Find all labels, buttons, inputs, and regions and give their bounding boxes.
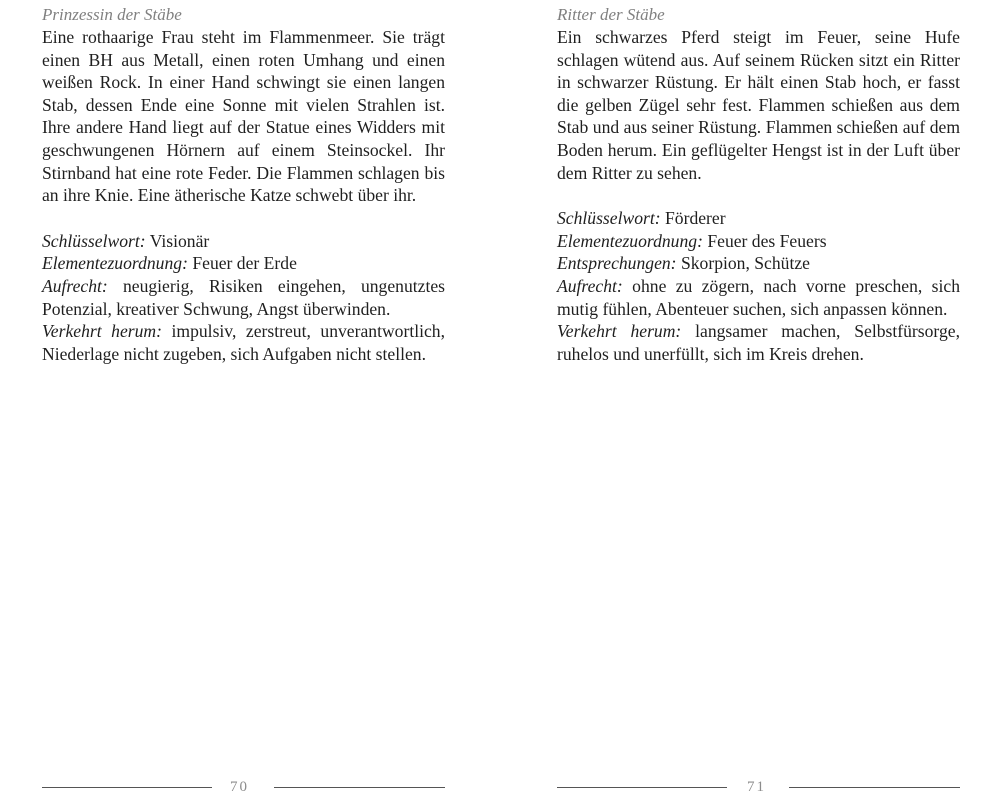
keyword-entry — [42, 230, 445, 253]
footer-rule — [789, 787, 960, 788]
correspondences-label: Entsprechungen: — [557, 253, 677, 274]
reversed-entry — [557, 320, 960, 365]
element-value: Feuer der Erde — [192, 253, 297, 274]
upright-entry — [42, 275, 445, 320]
footer-rule — [557, 787, 727, 788]
element-label: Elementezuordnung: — [42, 253, 188, 274]
correspondences-entry — [557, 252, 960, 275]
reversed-label: Verkehrt herum: — [42, 321, 162, 342]
left-page — [42, 4, 445, 365]
upright-value: ohne zu zögern, nach vorne preschen, sich mutig fühlen, Abenteuer suchen, sich anpassen können. — [557, 275, 960, 319]
footer-rule — [274, 787, 445, 788]
spacer — [557, 184, 960, 207]
keyword-value: Förderer — [665, 208, 726, 229]
keyword-entry — [557, 207, 960, 230]
upright-entry — [557, 275, 960, 320]
page-number: 70 — [230, 779, 249, 795]
upright-label: Aufrecht: — [42, 275, 108, 296]
card-description: Eine rothaarige Frau steht im Flammenmeer. Sie trägt einen BH aus Metall, einen roten Umhang und einen weißen Rock. In einer Hand schwingt sie einen langen Stab, dessen Ende eine Sonne mit vielen Strahlen ist. Ihre andere Hand liegt auf der Statue eines Widders mit geschwungenen Hörnern auf einem Steinsockel. Ihr Stirnband hat eine rote Feder. Die Flammen schlagen bis an ihre Knie. Eine ätherische Katze schwebt über ihr. — [42, 27, 445, 206]
element-entry — [557, 230, 960, 253]
reversed-entry — [42, 320, 445, 365]
keyword-label: Schlüsselwort: — [42, 230, 146, 251]
upright-value: neugierig, Risiken eingehen, ungenutztes Potenzial, kreativer Schwung, Angst überwinden. — [42, 275, 445, 319]
reversed-value: langsamer machen, Selbstfürsorge, ruhelos und unerfüllt, sich im Kreis drehen. — [557, 321, 960, 364]
keyword-label: Schlüsselwort: — [557, 208, 661, 229]
page-number: 71 — [747, 779, 766, 795]
card-title: Ritter der Stäbe — [557, 5, 665, 24]
element-value: Feuer des Feuers — [707, 230, 827, 251]
element-label: Elementezuordnung: — [557, 230, 703, 251]
correspondences-value: Skorpion, Schütze — [680, 253, 810, 274]
footer-rule — [42, 787, 212, 788]
page-footer-left — [42, 776, 445, 798]
card-description: Ein schwarzes Pferd steigt im Feuer, seine Hufe schlagen wütend aus. Auf seinem Rücken sitzt ein Ritter in schwarzer Rüstung. Er hält einen Stab hoch, er fasst die gelben Zügel sehr fest. Flammen schießen aus dem Stab und aus seiner Rüstung. Flammen schießen auf dem Boden herum. Ein geflügelter Hengst ist in der Luft über dem Ritter zu sehen. — [557, 27, 960, 183]
reversed-value: impulsiv, zerstreut, unverantwortlich, Niederlage nicht zugeben, sich Aufgaben nicht stellen. — [42, 321, 445, 364]
upright-label: Aufrecht: — [557, 275, 623, 296]
keyword-value: Visionär — [149, 230, 210, 251]
right-page — [557, 4, 960, 365]
card-title: Prinzessin der Stäbe — [42, 5, 182, 24]
page-footer-right — [557, 776, 960, 798]
element-entry — [42, 252, 445, 275]
spacer — [42, 207, 445, 230]
reversed-label: Verkehrt herum: — [557, 321, 682, 342]
